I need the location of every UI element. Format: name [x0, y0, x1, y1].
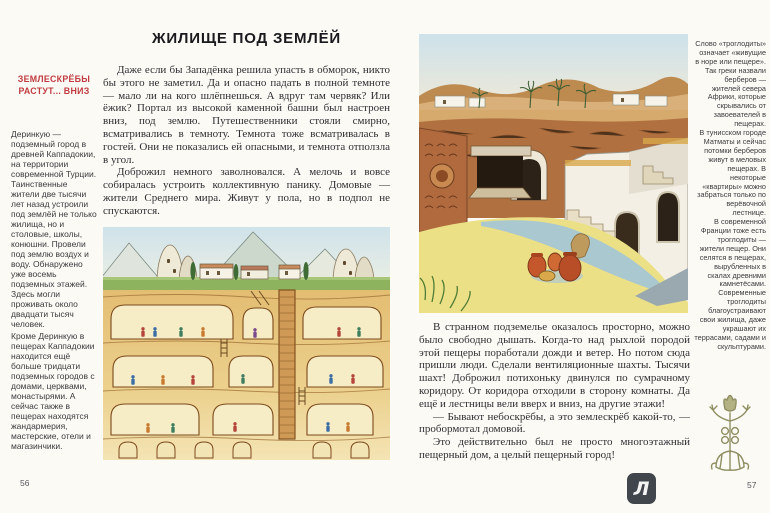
paragraph: Даже если бы Западёнка решила упасть в обморок, никто бы этого не заметил. Да и опасно падать в полной темноте — мало ли на кого шлёпнешься. А вдруг там червяк? Или ёжик? Портал из высокой каменной башни был настроен вниз, под землю. Путешественники стояли смирно, всматривались в темноту. Темнота тоже всматривалась в гостей. Они не показались ей опасными, и темнота отползла в угол. [103, 64, 390, 166]
dialogue-paragraph: — Бывают небоскрёбы, а это землескрёб какой-то, — пробормотал домовой. [419, 410, 690, 436]
margin-note-paragraph: Слово «троглодиты» означает «живущие в норе или пещере». Так греки назвали берберов — жителей севера Африки, которые скрывались от завоевателей в пещерах. [695, 39, 766, 129]
margin-note-paragraph: Кроме Деринкую в пещерах Каппадокии находится ещё больше тридцати подземных городов с домами, церквами, монастырями. А сейчас также в пещерах находятся жандармерия, мастерские, отели и магазинчики. [11, 331, 95, 452]
margin-heading: ЗЕМЛЕСКРЁБЫ РАСТУТ... ВНИЗ [17, 74, 91, 96]
paragraph: Это действительно был не просто многоэтажный пещерный дом, а целый пещерный город! [419, 436, 690, 461]
page-number-right: 57 [747, 480, 757, 490]
cave-rooms [111, 305, 383, 435]
right-body-text [419, 321, 690, 462]
plant-doodle [706, 391, 754, 479]
paragraph: Доброжил немного заволновался. А мелочь и вовсе собиралась устроить коллективную панику. Домовые — жители Среднего мира. Живут у пола, но в подпол не спускаются. [103, 166, 390, 217]
main-doorway [469, 146, 531, 198]
page-number-left: 56 [20, 478, 30, 488]
margin-note-paragraph: Деринкую — подземный город в древней Каппадокии, на территории современной Турции. Таинственные жители две тысячи лет назад устроили под землёй не только жилища, но и столовые, школы, конюшни. Провели под землю воздух и воду. Обнаружено уже восемь подземных этажей. Здесь могли проживать около двадцати тысяч человек. [11, 129, 97, 330]
margin-note-paragraph: В современной Франции тоже есть троглодиты — жители пещер. Они селятся в пещерах, вырубленных в скалах древними камнетёсами. Современные троглодиты благоустраивают свои жилища, даже украшают их террасами, садами и скульптурами. [694, 217, 766, 351]
labirint-watermark [627, 473, 656, 504]
paragraph: В странном подземелье оказалось просторно, можно было свободно дышать. Когда-то над рыхлой породой этой пещеры поработали дожди и ветер. Но потом сюда пришли люди. Сделали вентиляционные шахты. Тысячи шахт! Доброжил потихоньку двинулся по сумрачному коридору. От коридора отходили в сторону комнаты. Да ещё и лестницы вели вверх и вниз, на другие этажи! [419, 321, 690, 410]
left-margin-column [11, 74, 97, 451]
underground-city-illustration [103, 227, 390, 460]
chapter-title: ЖИЛИЩЕ ПОД ЗЕМЛЁЙ [151, 30, 342, 47]
margin-note-paragraph: В тунисском городе Матматы и сейчас потомки берберов живут в меловых пещерах. В некоторые «квартиры» можно забраться только по верёвочной лестнице. [697, 128, 766, 218]
watermark-letter: Л [633, 477, 650, 500]
village-houses [200, 264, 300, 279]
left-body-text [103, 64, 390, 218]
ventilation-shaft [279, 290, 295, 439]
decorated-facade [419, 128, 467, 232]
right-margin-column [694, 40, 766, 352]
matmata-pit-dwelling-illustration [419, 34, 688, 313]
